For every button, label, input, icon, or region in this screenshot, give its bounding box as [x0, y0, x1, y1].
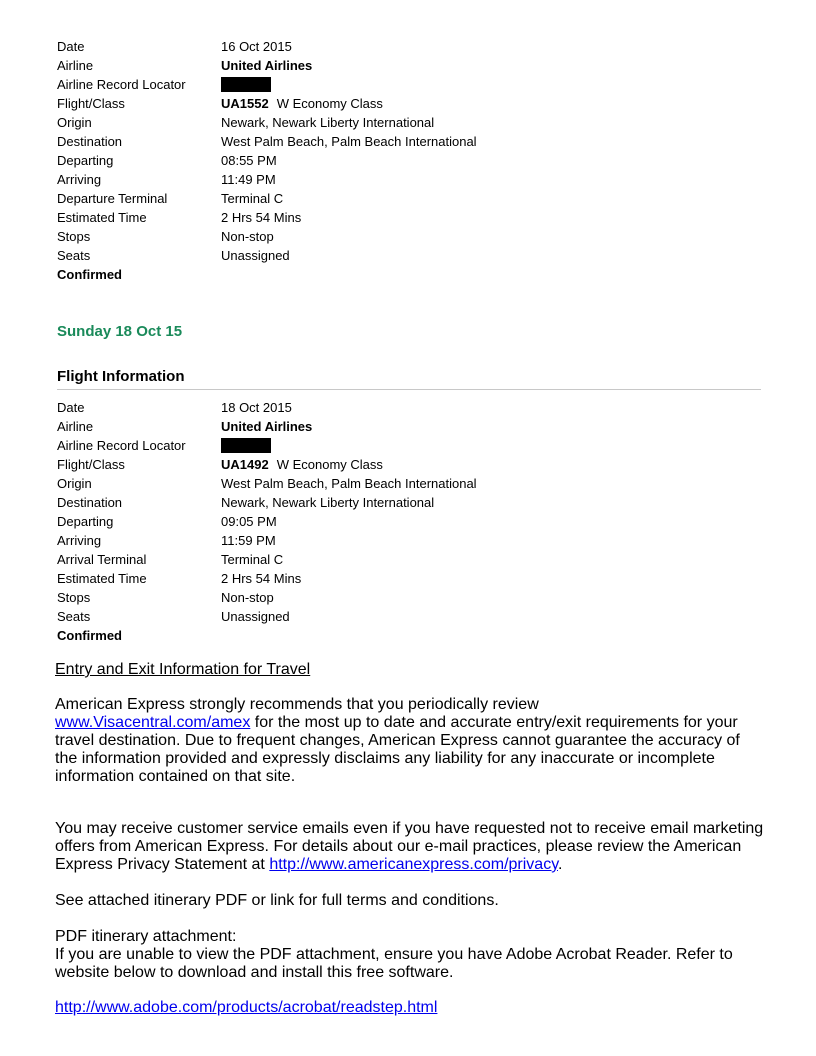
- label-record-locator: Airline Record Locator: [57, 77, 186, 92]
- label-stops: Stops: [57, 590, 91, 605]
- adobe-link-paragraph: [55, 999, 765, 1017]
- row-record-locator: [57, 436, 477, 455]
- value-class: W Economy Class: [276, 457, 383, 472]
- row-departing: [57, 512, 477, 531]
- status-confirmed: Confirmed: [57, 628, 122, 643]
- pdf-title: PDF itinerary attachment:: [55, 928, 237, 945]
- label-date: Date: [57, 400, 85, 415]
- terms-paragraph: [55, 892, 765, 910]
- value-flight-number: UA1492: [221, 457, 269, 472]
- value-terminal: Terminal C: [221, 191, 284, 206]
- row-record-locator: [57, 75, 477, 94]
- label-seats: Seats: [57, 248, 91, 263]
- label-origin: Origin: [57, 115, 92, 130]
- section-divider: [57, 389, 761, 390]
- value-seats: Unassigned: [221, 248, 290, 263]
- row-status: [57, 265, 477, 284]
- row-seats: [57, 607, 477, 626]
- value-destination: Newark, Newark Liberty International: [221, 495, 435, 510]
- row-airline: [57, 56, 477, 75]
- value-estimated-time: 2 Hrs 54 Mins: [221, 571, 302, 586]
- label-flight-class: Flight/Class: [57, 457, 125, 472]
- value-departing: 09:05 PM: [221, 514, 277, 529]
- value-class: W Economy Class: [276, 96, 383, 111]
- flight-information-heading: Flight Information: [57, 368, 185, 385]
- label-departing: Departing: [57, 514, 114, 529]
- privacy-paragraph: [55, 820, 765, 874]
- redacted-record-locator: [221, 438, 271, 453]
- value-date: 16 Oct 2015: [221, 39, 292, 54]
- status-confirmed: Confirmed: [57, 267, 122, 282]
- label-airline: Airline: [57, 58, 94, 73]
- pdf-paragraph: [55, 928, 765, 982]
- label-record-locator: Airline Record Locator: [57, 438, 186, 453]
- value-stops: Non-stop: [221, 590, 274, 605]
- row-flight-class: [57, 94, 477, 113]
- day-heading: Sunday 18 Oct 15: [57, 323, 183, 340]
- row-arriving: [57, 531, 477, 550]
- flight-1-details: [57, 37, 477, 284]
- pdf-text: If you are unable to view the PDF attachment, ensure you have Adobe Acrobat Reader. Refer to website below to download and install this free software.: [55, 946, 733, 981]
- row-estimated-time: [57, 208, 477, 227]
- row-stops: [57, 227, 477, 246]
- label-origin: Origin: [57, 476, 92, 491]
- label-terminal: Departure Terminal: [57, 191, 168, 206]
- adobe-reader-link[interactable]: http://www.adobe.com/products/acrobat/readstep.html: [55, 999, 438, 1016]
- privacy-suffix: .: [558, 856, 563, 873]
- value-origin: Newark, Newark Liberty International: [221, 115, 435, 130]
- row-date: [57, 398, 477, 417]
- row-estimated-time: [57, 569, 477, 588]
- visacentral-link[interactable]: www.Visacentral.com/amex: [55, 714, 251, 731]
- label-destination: Destination: [57, 134, 123, 149]
- entry-exit-title: Entry and Exit Information for Travel: [55, 661, 311, 678]
- redacted-record-locator: [221, 77, 271, 92]
- value-flight-number: UA1552: [221, 96, 269, 111]
- terms-text: See attached itinerary PDF or link for full terms and conditions.: [55, 892, 499, 909]
- value-destination: West Palm Beach, Palm Beach International: [221, 134, 477, 149]
- value-date: 18 Oct 2015: [221, 400, 292, 415]
- row-stops: [57, 588, 477, 607]
- row-flight-class: [57, 455, 477, 474]
- label-terminal: Arrival Terminal: [57, 552, 147, 567]
- value-terminal: Terminal C: [221, 552, 284, 567]
- value-departing: 08:55 PM: [221, 153, 277, 168]
- label-seats: Seats: [57, 609, 91, 624]
- label-date: Date: [57, 39, 85, 54]
- label-arriving: Arriving: [57, 172, 102, 187]
- row-departing: [57, 151, 477, 170]
- row-destination: [57, 132, 477, 151]
- row-terminal: [57, 550, 477, 569]
- entry-exit-text-before: American Express strongly recommends that you periodically review: [55, 696, 539, 713]
- row-status: [57, 626, 477, 645]
- row-airline: [57, 417, 477, 436]
- label-stops: Stops: [57, 229, 91, 244]
- label-estimated-time: Estimated Time: [57, 210, 147, 225]
- value-airline: United Airlines: [221, 419, 313, 434]
- row-date: [57, 37, 477, 56]
- row-destination: [57, 493, 477, 512]
- row-arriving: [57, 170, 477, 189]
- value-arriving: 11:59 PM: [221, 533, 276, 548]
- label-departing: Departing: [57, 153, 114, 168]
- label-estimated-time: Estimated Time: [57, 571, 147, 586]
- value-origin: West Palm Beach, Palm Beach International: [221, 476, 477, 491]
- label-destination: Destination: [57, 495, 123, 510]
- row-seats: [57, 246, 477, 265]
- value-seats: Unassigned: [221, 609, 290, 624]
- value-estimated-time: 2 Hrs 54 Mins: [221, 210, 302, 225]
- privacy-text: You may receive customer service emails even if you have requested not to receive email marketing offers from American Express. For details about our e-mail practices, please review the American Express Privacy Statement at: [55, 820, 764, 873]
- value-airline: United Airlines: [221, 58, 313, 73]
- flight-2-details: [57, 398, 477, 645]
- privacy-link[interactable]: http://www.americanexpress.com/privacy: [269, 856, 558, 873]
- label-arriving: Arriving: [57, 533, 102, 548]
- label-airline: Airline: [57, 419, 94, 434]
- label-flight-class: Flight/Class: [57, 96, 125, 111]
- row-terminal: [57, 189, 477, 208]
- entry-exit-paragraph: [55, 696, 765, 786]
- row-origin: [57, 474, 477, 493]
- entry-exit-text-after: for the most up to date and accurate entry/exit requirements for your travel destination. Due to frequent changes, American Express cannot guarantee the accuracy of the information provided and expressly disclaims any liability for any inaccurate or incomplete information contained on that site.: [55, 714, 740, 785]
- value-arriving: 11:49 PM: [221, 172, 276, 187]
- row-origin: [57, 113, 477, 132]
- value-stops: Non-stop: [221, 229, 274, 244]
